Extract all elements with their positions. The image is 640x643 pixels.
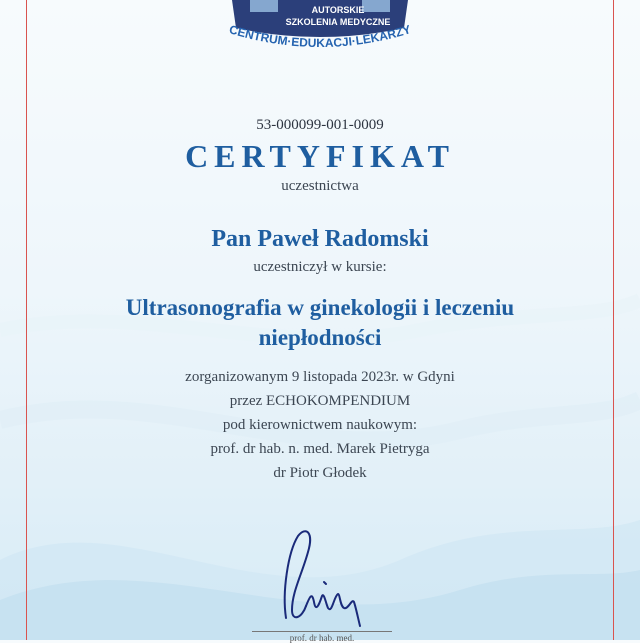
certificate-subtitle: uczestnictwa	[281, 178, 359, 194]
certificate-number: 53-000099-001-0009	[256, 117, 384, 133]
organizer-text: przez ECHOKOMPENDIUM	[229, 393, 411, 409]
course-title	[60, 293, 580, 353]
frame-line-right	[613, 0, 614, 640]
course-title-line-2: niepłodności	[258, 325, 382, 350]
signature-image	[262, 522, 382, 632]
logo-line-1: AUTORSKIE	[311, 5, 365, 15]
signature-caption: prof. dr hab. med.	[252, 631, 392, 643]
logo-line-3: CENTRUM·EDUKACJI·LEKARZY	[227, 22, 413, 51]
supervision-text: pod kierownictwem naukowym:	[222, 417, 418, 433]
organized-text: zorganizowanym 9 listopada 2023r. w Gdyni	[185, 369, 455, 385]
organization-logo	[0, 0, 640, 80]
certificate-title: CERTYFIKAT	[185, 138, 455, 174]
course-title-line-1: Ultrasonografia w ginekologii i leczeniu	[125, 295, 515, 320]
frame-line-left	[26, 0, 27, 640]
logo-line-2: SZKOLENIA MEDYCZNE	[285, 17, 391, 27]
supervisor-1: prof. dr hab. n. med. Marek Pietryga	[210, 441, 430, 457]
participant-name: Pan Paweł Radomski	[211, 226, 429, 252]
attended-text: uczestniczył w kursie:	[253, 259, 387, 275]
supervisor-2: dr Piotr Głodek	[273, 465, 367, 481]
